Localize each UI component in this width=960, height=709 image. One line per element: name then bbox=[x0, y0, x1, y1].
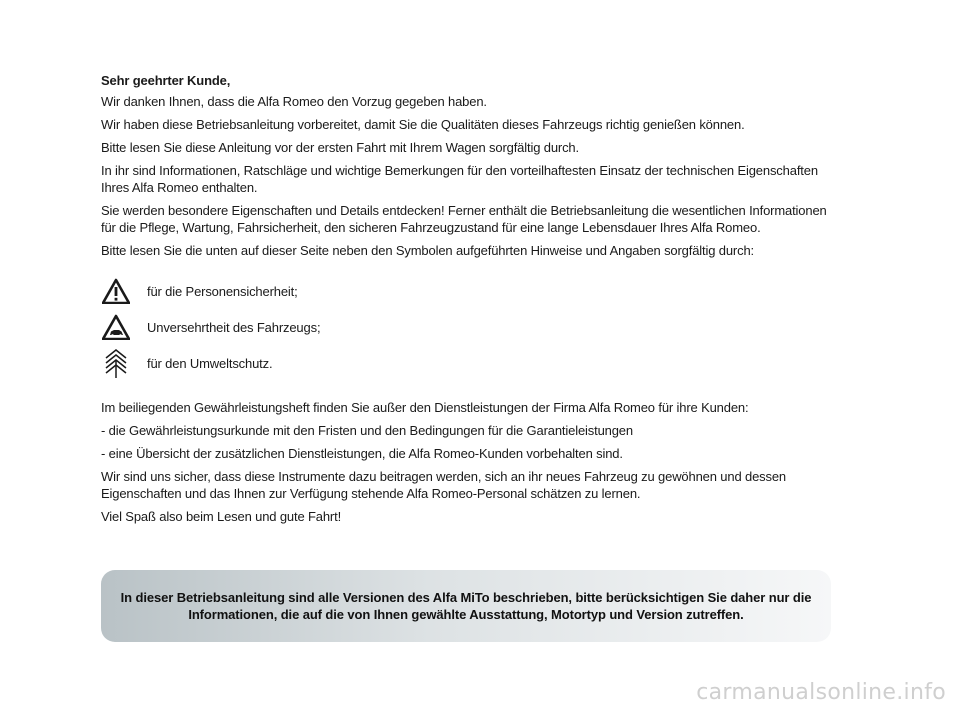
list-item-additional-services: - eine Übersicht der zusätzlichen Dienstleistungen, die Alfa Romeo-Kunden vorbehalten sind. bbox=[101, 446, 623, 461]
versions-notice-box bbox=[101, 570, 831, 642]
symbol-label-environment: für den Umweltschutz. bbox=[147, 355, 273, 371]
paragraph-read-before-drive: Bitte lesen Sie diese Anleitung vor der ersten Fahrt mit Ihrem Wagen sorgfältig durch. bbox=[101, 140, 579, 155]
car-warning-triangle-icon bbox=[101, 311, 131, 343]
document-body bbox=[101, 72, 831, 531]
paragraph-features: Sie werden besondere Eigenschaften und Details entdecken! Ferner enthält die Betriebsanleitung die wesentlichen Informationen für die Pflege, Wartung, Fahrsicherheit, den sicheren Fahrzeugzustand für eine lange Lebensdauer Ihres Alfa Romeo. bbox=[101, 203, 827, 235]
warning-triangle-icon bbox=[101, 275, 131, 307]
watermark: carmanualsonline.info bbox=[696, 680, 946, 705]
list-item-warranty-certificate: - die Gewährleistungsurkunde mit den Fristen und den Bedingungen für die Garantieleistungen bbox=[101, 423, 633, 438]
symbol-row-environment bbox=[101, 345, 831, 381]
symbol-label-personal-safety: für die Personensicherheit; bbox=[147, 283, 298, 299]
versions-notice-text: In dieser Betriebsanleitung sind alle Versionen des Alfa MiTo beschrieben, bitte berücksichtigen Sie daher nur die Informationen, die auf die von Ihnen gewählte Ausstattung, Motortyp und Version zutreffen. bbox=[120, 590, 812, 622]
paragraph-read-symbols: Bitte lesen Sie die unten auf dieser Seite neben den Symbolen aufgeführten Hinweise und Angaben sorgfältig durch: bbox=[101, 243, 755, 258]
paragraph-manual-prepared: Wir haben diese Betriebsanleitung vorbereitet, damit Sie die Qualitäten dieses Fahrzeugs richtig genießen können. bbox=[101, 117, 745, 132]
symbol-row-vehicle-integrity bbox=[101, 309, 831, 345]
greeting: Sehr geehrter Kunde, bbox=[101, 73, 231, 88]
paragraph-instruments: Wir sind uns sicher, dass diese Instrumente dazu beitragen werden, sich an ihr neues Fahrzeug zu gewöhnen und dessen Eigenschaften und das Ihnen zur Verfügung stehende Alfa Romeo-Personal schätzen zu lernen. bbox=[101, 469, 787, 501]
paragraph-warranty-booklet: Im beiliegenden Gewährleistungsheft finden Sie außer den Dienstleistungen der Firma Alfa Romeo für ihre Kunden: bbox=[101, 400, 749, 415]
symbol-label-vehicle-integrity: Unversehrtheit des Fahrzeugs; bbox=[147, 319, 321, 335]
tree-icon bbox=[101, 347, 131, 379]
symbol-legend bbox=[101, 273, 831, 381]
paragraph-closing: Viel Spaß also beim Lesen und gute Fahrt! bbox=[101, 509, 342, 524]
symbol-row-personal-safety bbox=[101, 273, 831, 309]
paragraph-thanks: Wir danken Ihnen, dass die Alfa Romeo den Vorzug gegeben haben. bbox=[101, 94, 487, 109]
paragraph-information: In ihr sind Informationen, Ratschläge und wichtige Bemerkungen für den vorteilhaftesten Einsatz der technischen Eigenschaften Ihres Alfa Romeo enthalten. bbox=[101, 163, 818, 195]
